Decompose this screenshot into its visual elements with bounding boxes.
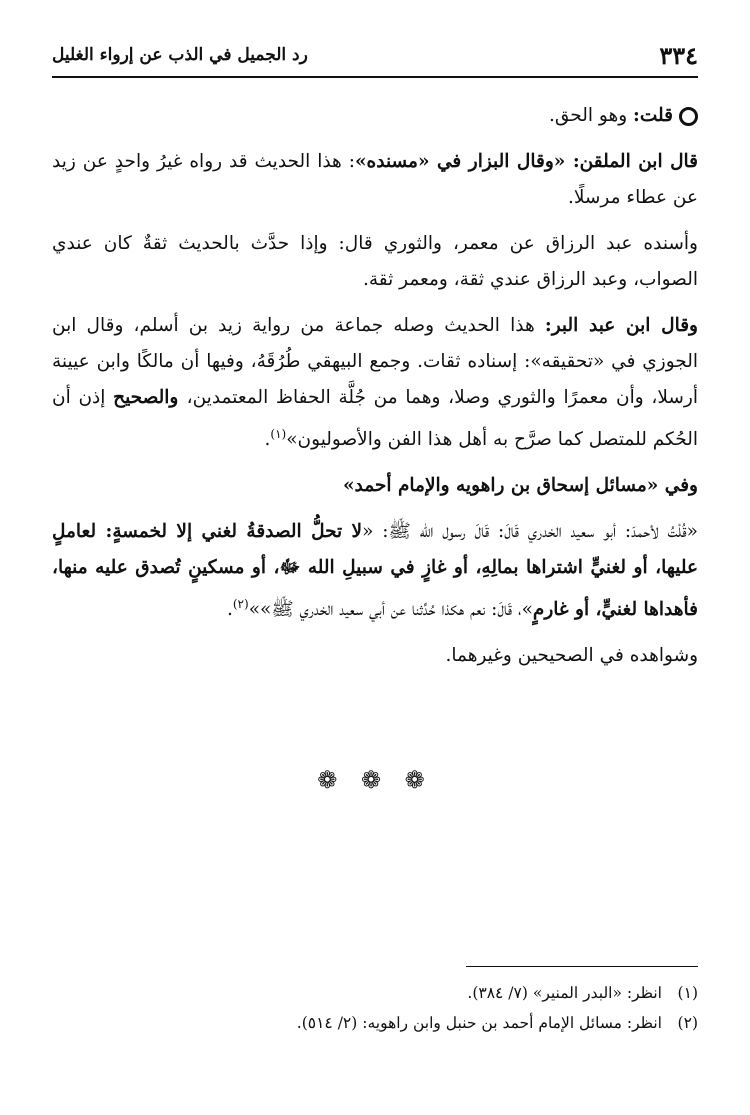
- paragraph-ibn-mulaqqin: [52, 144, 698, 216]
- ibn-mulaqqin-text: : هذا الحديث قد رواه غيرُ واحدٍ عن زيد عن عطاء مرسلًا.: [52, 151, 698, 208]
- footnote-ref-2[interactable]: (٢): [232, 597, 249, 612]
- qult-text: وهو الحق.: [548, 105, 634, 126]
- footnote-rule: [466, 966, 698, 967]
- running-title: رد الجميل في الذب عن إرواء الغليل: [52, 45, 308, 65]
- footnote-number: (٢): [677, 1014, 698, 1032]
- page-body: [52, 98, 698, 684]
- hadith-bold: لا تحلُّ الصدقةُ لغني إلا لخمسةٍ: لعاملٍ عليها، أو لغنيٍّ اشتراها بمالِهِ، أو غازٍ في سبيلِ الله ﷻ، أو مسكينٍ تُصدق عليه منها، فأهداها لغنيٍّ، أو غارمٍ: [52, 521, 698, 621]
- paragraph-abd-razzaq: [52, 226, 698, 298]
- ibn-mulaqqin-lead: قال ابن الملقن: «وقال البزار في «مسنده»: [354, 151, 699, 172]
- footnote-text: انظر: مسائل الإمام أحمد بن حنبل وابن راهويه: (٢/ ٥١٤).: [296, 1014, 662, 1032]
- shawahid-text: وشواهده في الصحيحين وغيرهما.: [445, 645, 698, 667]
- paragraph-ibn-abd-barr: [52, 308, 698, 458]
- hadith-text-b: »، قَالَ: نعم هكذا حُدِّثنا عن أبي سعيد الخدري ﷺ»»: [248, 599, 533, 621]
- page-header: [52, 34, 698, 78]
- paragraph-shawahid: [52, 638, 698, 674]
- hadith-text-a: «قُلْتُ لأحمدَ: أبو سعيد الخدري قَالَ: قَالَ رسول الله ﷺ: «: [362, 521, 698, 543]
- abd-razzaq-text: وأسنده عبد الرزاق عن معمر، والثوري قال: وإذا حدَّث بالحديث ثقةٌ كان عندي الصواب، وعبد الرزاق عندي ثقة، ومعمر ثقة.: [52, 233, 698, 290]
- ibn-abd-barr-end: .: [264, 429, 271, 451]
- footnote-2: [52, 1008, 698, 1038]
- qult-label: قلت:: [633, 105, 673, 126]
- masail-heading-text: وفي «مسائل إسحاق بن راهويه والإمام أحمد»: [342, 475, 698, 497]
- ibn-abd-barr-text-a: هذا الحديث وصله جماعة من رواية زيد بن أسلم، وقال ابن الجوزي في «تحقيقه»: إسناده ثقات. وجمع البيهقي طُرُقَهُ، وفيها أن مالكًا وابن عيينة أرسلا، وأن معمرًا والثوري وصلا، وهما من جُلَّة الحفاظ المعتمدين،: [52, 315, 698, 408]
- ibn-abd-barr-text-b: إذن أن الحُكم للمتصل كما صرَّح به أهل هذا الفن والأصوليون»: [52, 387, 698, 451]
- paragraph-hadith: [52, 514, 698, 628]
- ibn-abd-barr-bold: والصحيح: [113, 387, 187, 408]
- footnote-number: (١): [677, 984, 698, 1002]
- footnote-ref-1[interactable]: (١): [270, 427, 287, 441]
- footnote-1: [52, 978, 698, 1008]
- footnote-text: انظر: «البدر المنير» (٧/ ٣٨٤).: [467, 984, 662, 1002]
- page-number: ٣٣٤: [659, 40, 698, 70]
- hadith-end: .: [226, 599, 233, 621]
- ibn-abd-barr-lead: وقال ابن عبد البر:: [544, 315, 698, 336]
- section-separator: ❁ ❁ ❁: [317, 766, 433, 794]
- footnotes: [52, 978, 698, 1038]
- circle-bullet-icon: [679, 107, 698, 126]
- paragraph-qult: [52, 98, 698, 134]
- paragraph-masail-heading: [52, 468, 698, 504]
